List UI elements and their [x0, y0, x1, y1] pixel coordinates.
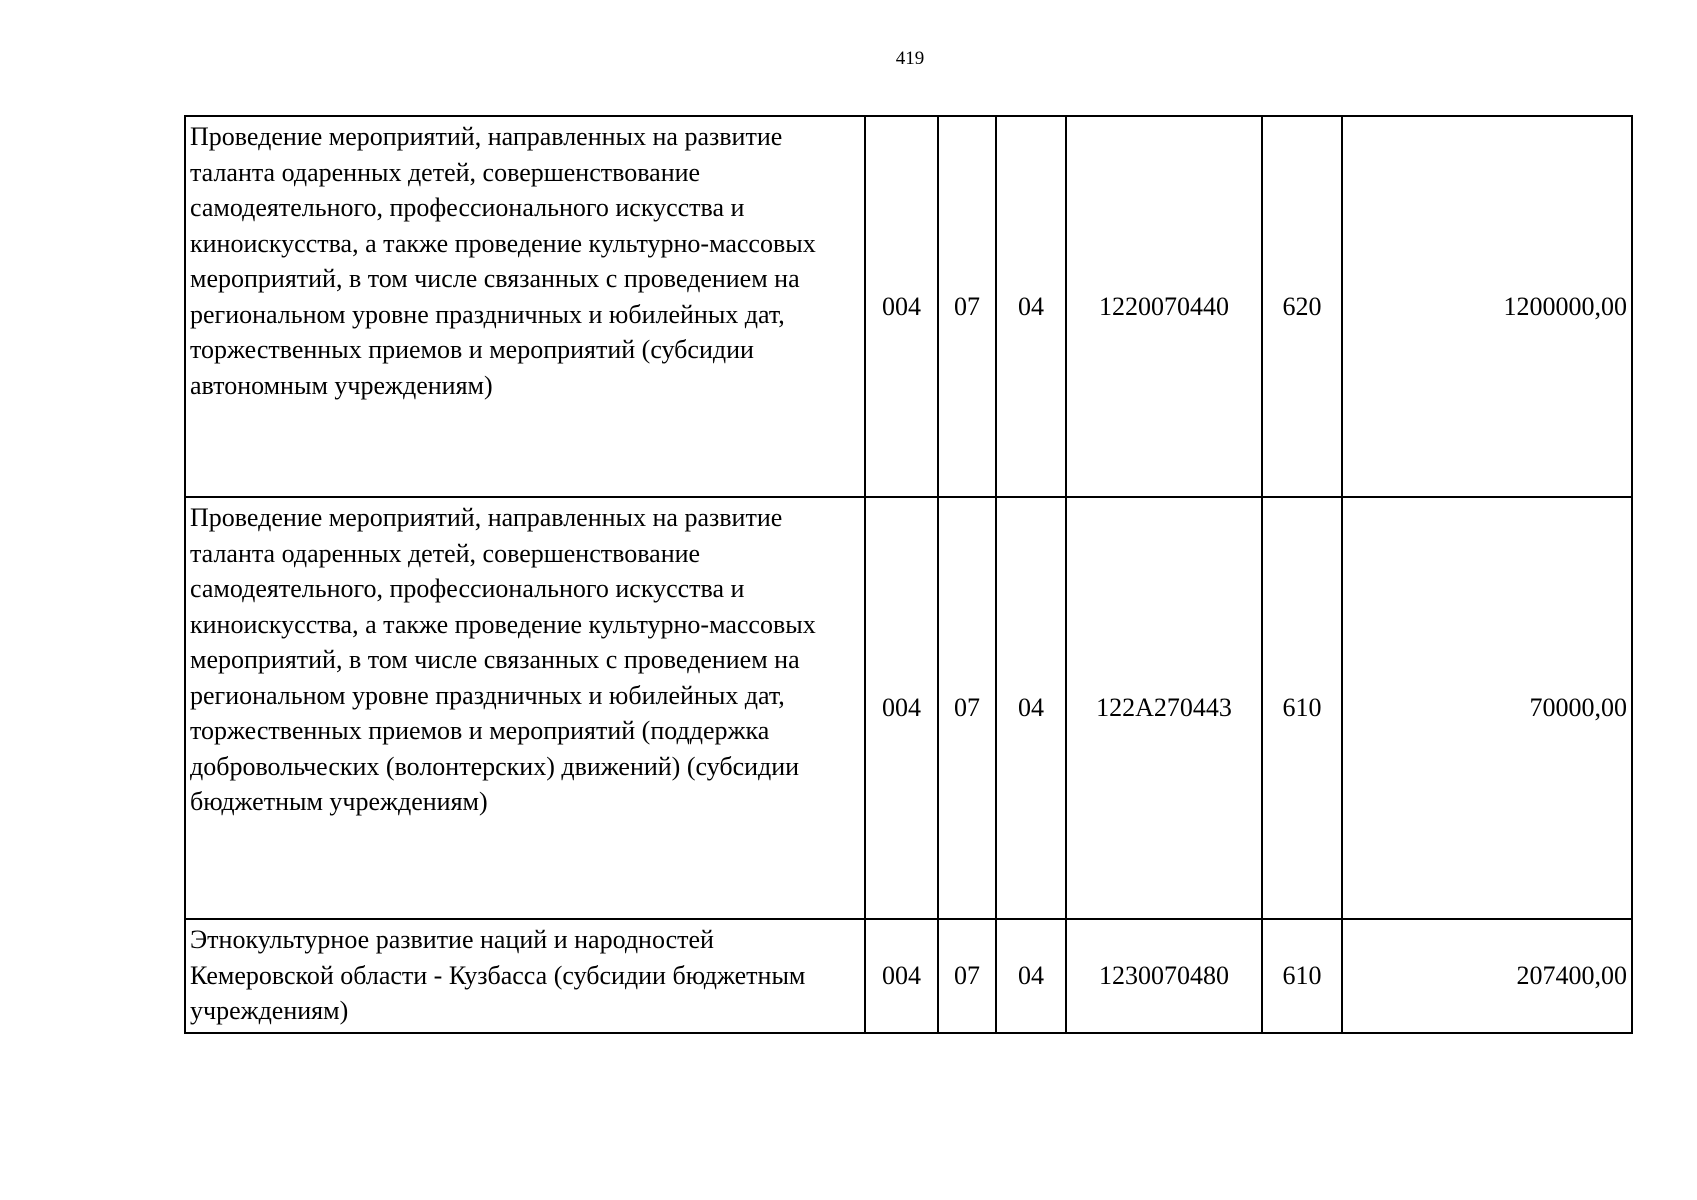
table-row [185, 116, 1632, 497]
section-code: 07 [938, 497, 996, 919]
row-description: Проведение мероприятий, направленных на развитие таланта одаренных детей, совершенствование самодеятельного, профессионального искусства и киноискусства, а также проведение культурно-массовых мероприятий, в том числе связанных с проведением на региональном уровне праздничных и юбилейных дат, торжественных приемов и мероприятий (субсидии автономным учреждениям) [185, 116, 865, 497]
expense-type-code: 620 [1262, 116, 1342, 497]
budget-table [184, 115, 1633, 1034]
amount: 1200000,00 [1342, 116, 1632, 497]
target-article-code: 1220070440 [1066, 116, 1262, 497]
subsection-code: 04 [996, 116, 1066, 497]
section-code: 07 [938, 116, 996, 497]
expense-type-code: 610 [1262, 497, 1342, 919]
ved-code: 004 [865, 497, 938, 919]
ved-code: 004 [865, 919, 938, 1033]
row-description: Этнокультурное развитие наций и народностей Кемеровской области - Кузбасса (субсидии бюджетным учреждениям) [185, 919, 865, 1033]
table-row [185, 919, 1632, 1033]
row-description: Проведение мероприятий, направленных на развитие таланта одаренных детей, совершенствование самодеятельного, профессионального искусства и киноискусства, а также проведение культурно-массовых мероприятий, в том числе связанных с проведением на региональном уровне праздничных и юбилейных дат, торжественных приемов и мероприятий (поддержка добровольческих (волонтерских) движений) (субсидии бюджетным учреждениям) [185, 497, 865, 919]
section-code: 07 [938, 919, 996, 1033]
subsection-code: 04 [996, 919, 1066, 1033]
expense-type-code: 610 [1262, 919, 1342, 1033]
target-article-code: 122A270443 [1066, 497, 1262, 919]
target-article-code: 1230070480 [1066, 919, 1262, 1033]
subsection-code: 04 [996, 497, 1066, 919]
table-row [185, 497, 1632, 919]
page-number: 419 [895, 48, 925, 69]
ved-code: 004 [865, 116, 938, 497]
amount: 207400,00 [1342, 919, 1632, 1033]
amount: 70000,00 [1342, 497, 1632, 919]
